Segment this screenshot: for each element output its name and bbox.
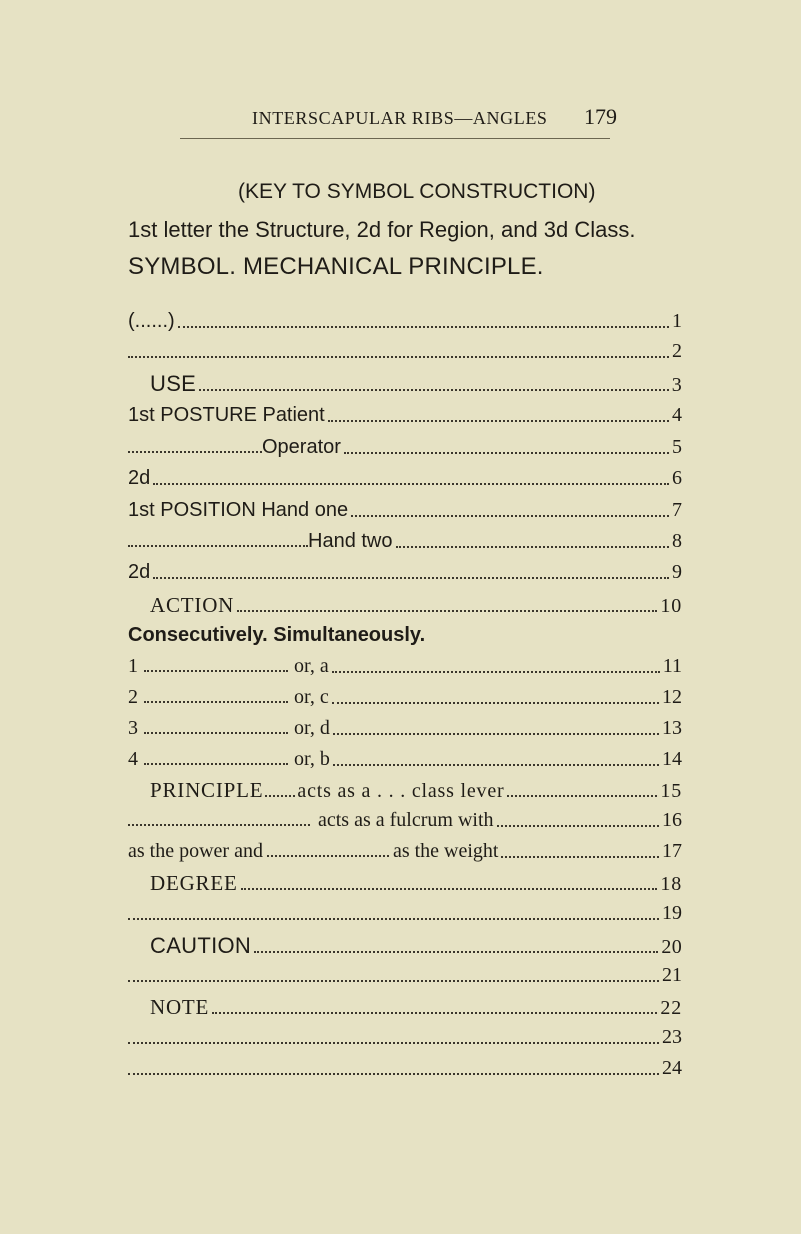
entry-label: NOTE — [150, 995, 210, 1019]
entry-22 — [128, 995, 682, 1020]
entry-label: 2d — [128, 561, 151, 583]
entry-number: 15 — [660, 780, 682, 802]
entry-5 — [128, 436, 682, 459]
entry-label: DEGREE — [150, 871, 238, 895]
entry-1 — [128, 310, 682, 333]
entry-label: Hand two — [308, 530, 393, 552]
entry-8 — [128, 530, 682, 553]
dot-leader — [199, 377, 669, 391]
entry-number: 2 — [672, 340, 682, 362]
entry-13 — [128, 717, 682, 740]
entry-number: 4 — [672, 404, 682, 426]
dot-leader — [328, 409, 669, 422]
dot-leader — [396, 535, 670, 548]
dot-leader — [128, 440, 262, 453]
entry-number: 5 — [672, 436, 682, 458]
entry-number: 10 — [660, 595, 682, 617]
entry-12 — [128, 686, 682, 709]
entry-number: 24 — [662, 1057, 682, 1079]
dot-leader — [144, 752, 288, 765]
entry-number: 14 — [662, 748, 682, 770]
page-number: 179 — [584, 104, 617, 129]
entry-19 — [128, 902, 682, 925]
entry-label: 1st POSITION Hand one — [128, 499, 349, 521]
entry-label: ACTION — [150, 593, 235, 617]
dot-leader — [254, 939, 658, 953]
entry-15 — [128, 778, 682, 803]
entry-14 — [128, 748, 682, 771]
sequence-subheading: Consecutively. Simultaneously. — [128, 624, 426, 646]
dot-leader — [265, 783, 295, 797]
entry-number: 16 — [662, 809, 682, 831]
entry-3 — [128, 371, 682, 397]
dot-leader — [144, 721, 288, 734]
dot-leader — [351, 504, 669, 517]
entry-number: 19 — [662, 902, 682, 924]
entry-2 — [128, 340, 682, 363]
entry-label-second: or, a — [294, 655, 329, 677]
entry-label: Operator — [262, 436, 341, 458]
key-explanation: 1st letter the Structure, 2d for Region, and 3d Class. — [128, 217, 636, 242]
dot-leader — [212, 1001, 657, 1015]
entry-number: 6 — [672, 467, 682, 489]
entry-label: 2d — [128, 467, 151, 489]
entry-21 — [128, 964, 682, 987]
dot-leader — [497, 814, 660, 827]
dot-leader — [128, 1062, 659, 1075]
entry-number: 17 — [662, 840, 682, 862]
entry-number: 12 — [662, 686, 682, 708]
entry-number: 22 — [660, 997, 682, 1019]
entry-number: 7 — [672, 499, 682, 521]
dot-leader — [267, 844, 389, 857]
entry-10 — [128, 593, 682, 618]
entry-number: 1 — [672, 310, 682, 332]
dot-leader — [344, 441, 669, 454]
entry-9 — [128, 561, 682, 584]
key-heading: (KEY TO SYMBOL CONSTRUCTION) — [238, 180, 596, 203]
entry-number: 8 — [672, 530, 682, 552]
entry-label: CAUTION — [150, 933, 252, 958]
entry-4 — [128, 404, 682, 427]
dot-leader — [241, 877, 658, 891]
entry-number: 11 — [662, 655, 682, 677]
entry-7 — [128, 499, 682, 522]
entry-18 — [128, 871, 682, 896]
entry-20 — [128, 933, 682, 959]
dot-leader — [332, 660, 660, 673]
entry-number: 13 — [662, 717, 682, 739]
entry-label: (......) — [128, 310, 175, 332]
dot-leader — [332, 691, 659, 704]
entry-label-first: as the power and — [128, 840, 263, 862]
entry-24 — [128, 1057, 682, 1080]
running-title: INTERSCAPULAR RIBS—ANGLES — [252, 108, 548, 128]
dot-leader — [144, 690, 288, 703]
dot-leader — [128, 1031, 659, 1044]
entry-label-second: acts as a . . . class lever — [297, 780, 505, 802]
dot-leader — [128, 534, 308, 547]
dot-leader — [128, 813, 310, 826]
dot-leader — [333, 753, 659, 766]
dot-leader — [153, 472, 669, 485]
entry-label-first: 2 — [128, 686, 138, 708]
entry-23 — [128, 1026, 682, 1049]
dot-leader — [237, 599, 657, 613]
dot-leader — [501, 845, 659, 858]
dot-leader — [128, 345, 669, 358]
entry-label-first: PRINCIPLE — [150, 778, 264, 802]
entry-17 — [128, 840, 682, 863]
entry-label-first: 1 — [128, 655, 138, 677]
entry-number: 23 — [662, 1026, 682, 1048]
dot-leader — [333, 722, 659, 735]
dot-leader — [153, 566, 669, 579]
dot-leader — [507, 784, 657, 798]
entry-label: USE — [150, 371, 197, 396]
entry-6 — [128, 467, 682, 490]
entry-label-first: 3 — [128, 717, 138, 739]
entry-number: 9 — [672, 561, 682, 583]
entry-label-second: or, b — [294, 748, 330, 770]
entry-number: 20 — [661, 936, 682, 958]
dot-leader — [128, 907, 659, 920]
entry-number: 18 — [660, 873, 682, 895]
entry-label-first: 4 — [128, 748, 138, 770]
dot-leader — [178, 315, 669, 328]
entry-11 — [128, 655, 682, 678]
dot-leader — [128, 969, 659, 982]
entry-label-second: or, c — [294, 686, 329, 708]
entry-label-second: as the weight — [392, 840, 499, 862]
entry-label-second: or, d — [294, 717, 330, 739]
dot-leader — [144, 659, 288, 672]
entry-label: 1st POSTURE Patient — [128, 404, 325, 426]
entry-label: acts as a fulcrum with — [318, 809, 494, 831]
entry-number: 3 — [671, 374, 682, 396]
entry-number: 21 — [662, 964, 682, 986]
entry-16 — [128, 809, 682, 832]
form-title: SYMBOL. MECHANICAL PRINCIPLE. — [128, 253, 544, 280]
